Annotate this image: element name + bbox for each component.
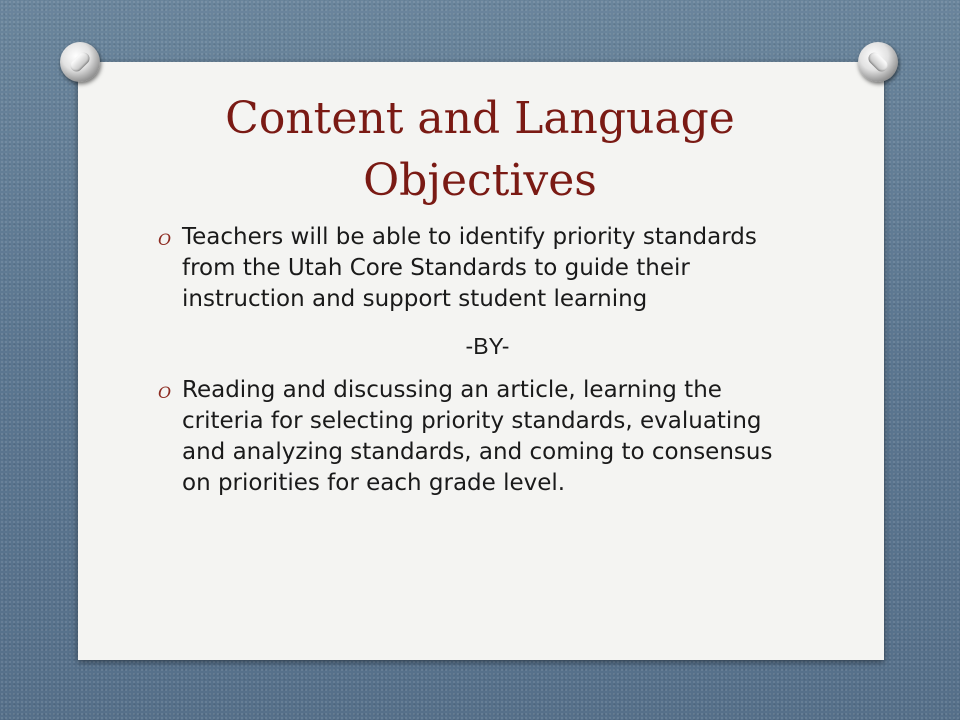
bullet-item-1 xyxy=(150,222,790,315)
right-pin-icon xyxy=(858,42,898,82)
bullet-marker-icon: O xyxy=(158,383,172,402)
bullet-list xyxy=(150,222,790,499)
slide-title-line-2: Objectives xyxy=(363,155,597,206)
bullet-text-1: Teachers will be able to identify priority standards from the Utah Core Standards to guide their instruction and support student learning xyxy=(182,224,757,312)
left-pin-icon xyxy=(60,42,100,82)
bullet-marker-icon: O xyxy=(158,230,172,249)
slide-title xyxy=(0,88,960,212)
bullet-item-2 xyxy=(150,375,790,499)
bullet-text-2: Reading and discussing an article, learning the criteria for selecting priority standards, evaluating and analyzing standards, and coming to consensus on priorities for each grade level. xyxy=(182,377,773,496)
connector-text: -BY- xyxy=(465,333,510,359)
slide-title-line-1: Content and Language xyxy=(225,93,735,144)
